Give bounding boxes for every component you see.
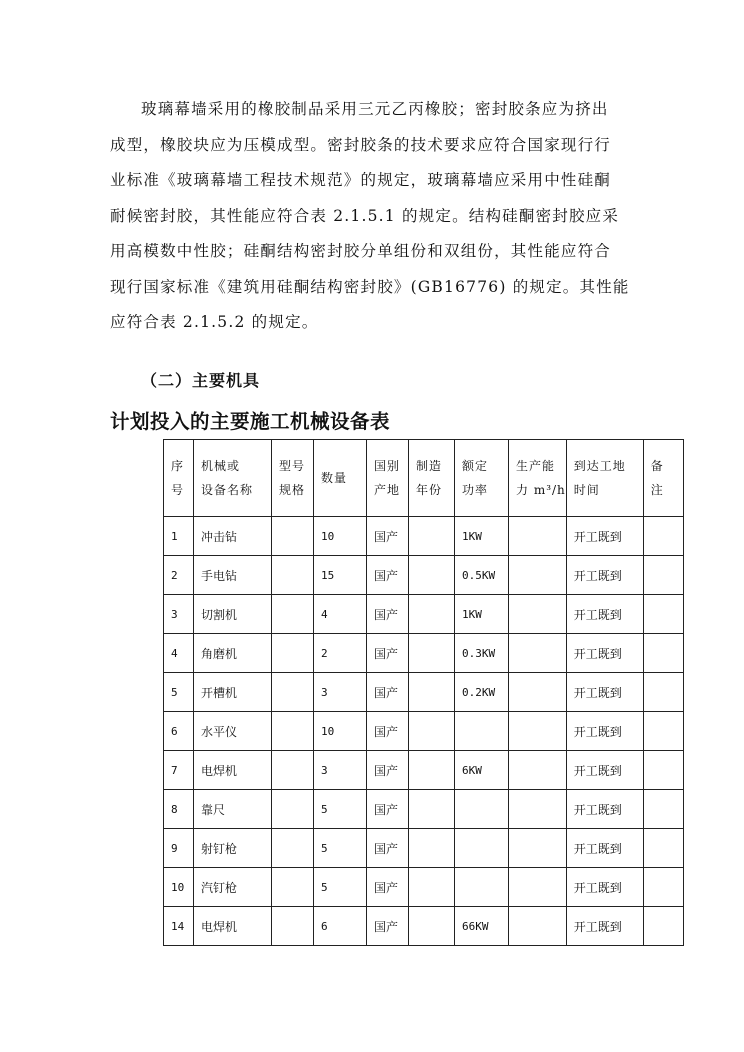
cell-note bbox=[643, 868, 683, 907]
cell-model bbox=[272, 673, 314, 712]
cell-year bbox=[409, 673, 455, 712]
cell-model bbox=[272, 595, 314, 634]
cell-year bbox=[409, 751, 455, 790]
table-body bbox=[164, 517, 684, 946]
cell-origin: 国产 bbox=[367, 517, 409, 556]
cell-model bbox=[272, 829, 314, 868]
cell-arrival: 开工既到 bbox=[566, 907, 643, 946]
cell-no: 1 bbox=[164, 517, 194, 556]
cell-qty: 10 bbox=[314, 517, 367, 556]
cell-origin: 国产 bbox=[367, 790, 409, 829]
cell-no: 3 bbox=[164, 595, 194, 634]
cell-arrival: 开工既到 bbox=[566, 829, 643, 868]
cell-origin: 国产 bbox=[367, 634, 409, 673]
cell-qty: 5 bbox=[314, 829, 367, 868]
cell-origin: 国产 bbox=[367, 829, 409, 868]
cell-no: 7 bbox=[164, 751, 194, 790]
cell-year bbox=[409, 595, 455, 634]
cell-model bbox=[272, 751, 314, 790]
cell-no: 14 bbox=[164, 907, 194, 946]
table-header bbox=[164, 440, 684, 517]
cell-arrival: 开工既到 bbox=[566, 751, 643, 790]
cell-model bbox=[272, 712, 314, 751]
cell-capacity bbox=[509, 517, 567, 556]
cell-name: 角磨机 bbox=[194, 634, 272, 673]
cell-capacity bbox=[509, 595, 567, 634]
cell-qty: 4 bbox=[314, 595, 367, 634]
cell-note bbox=[643, 634, 683, 673]
cell-model bbox=[272, 868, 314, 907]
header-year: 制造 年份 bbox=[409, 440, 455, 517]
cell-year bbox=[409, 517, 455, 556]
table-row bbox=[164, 673, 684, 712]
header-power: 额定 功率 bbox=[455, 440, 509, 517]
cell-arrival: 开工既到 bbox=[566, 517, 643, 556]
cell-power bbox=[455, 790, 509, 829]
header-row bbox=[164, 440, 684, 517]
header-origin: 国别 产地 bbox=[367, 440, 409, 517]
table-row bbox=[164, 790, 684, 829]
header-qty: 数量 bbox=[314, 440, 367, 517]
cell-name: 汽钉枪 bbox=[194, 868, 272, 907]
cell-origin: 国产 bbox=[367, 907, 409, 946]
cell-origin: 国产 bbox=[367, 595, 409, 634]
cell-power: 6KW bbox=[455, 751, 509, 790]
cell-model bbox=[272, 907, 314, 946]
cell-power bbox=[455, 868, 509, 907]
cell-year bbox=[409, 829, 455, 868]
cell-qty: 5 bbox=[314, 868, 367, 907]
table-row bbox=[164, 712, 684, 751]
cell-capacity bbox=[509, 634, 567, 673]
cell-name: 冲击钻 bbox=[194, 517, 272, 556]
cell-origin: 国产 bbox=[367, 868, 409, 907]
cell-no: 9 bbox=[164, 829, 194, 868]
cell-capacity bbox=[509, 829, 567, 868]
paragraph-line: 用高模数中性胶；硅酮结构密封胶分单组份和双组份，其性能应符合 bbox=[110, 242, 612, 260]
cell-qty: 2 bbox=[314, 634, 367, 673]
cell-arrival: 开工既到 bbox=[566, 712, 643, 751]
cell-model bbox=[272, 634, 314, 673]
table-row bbox=[164, 595, 684, 634]
cell-power: 0.3KW bbox=[455, 634, 509, 673]
cell-year bbox=[409, 907, 455, 946]
cell-capacity bbox=[509, 907, 567, 946]
header-model: 型号 规格 bbox=[272, 440, 314, 517]
cell-capacity bbox=[509, 751, 567, 790]
table-row bbox=[164, 517, 684, 556]
table-row bbox=[164, 829, 684, 868]
cell-no: 8 bbox=[164, 790, 194, 829]
cell-power: 66KW bbox=[455, 907, 509, 946]
table-row bbox=[164, 556, 684, 595]
header-no: 序 号 bbox=[164, 440, 194, 517]
cell-name: 切割机 bbox=[194, 595, 272, 634]
equipment-table bbox=[163, 439, 684, 946]
cell-name: 靠尺 bbox=[194, 790, 272, 829]
cell-capacity bbox=[509, 673, 567, 712]
cell-arrival: 开工既到 bbox=[566, 556, 643, 595]
cell-model bbox=[272, 556, 314, 595]
cell-arrival: 开工既到 bbox=[566, 673, 643, 712]
cell-power bbox=[455, 829, 509, 868]
cell-origin: 国产 bbox=[367, 556, 409, 595]
cell-qty: 3 bbox=[314, 751, 367, 790]
paragraph-line: 业标准《玻璃幕墙工程技术规范》的规定，玻璃幕墙应采用中性硅酮 bbox=[110, 171, 612, 189]
cell-origin: 国产 bbox=[367, 673, 409, 712]
cell-power bbox=[455, 712, 509, 751]
cell-no: 10 bbox=[164, 868, 194, 907]
cell-name: 开槽机 bbox=[194, 673, 272, 712]
cell-capacity bbox=[509, 868, 567, 907]
cell-name: 手电钻 bbox=[194, 556, 272, 595]
table-row bbox=[164, 907, 684, 946]
cell-no: 5 bbox=[164, 673, 194, 712]
cell-power: 1KW bbox=[455, 517, 509, 556]
cell-arrival: 开工既到 bbox=[566, 868, 643, 907]
cell-no: 2 bbox=[164, 556, 194, 595]
table-title: 计划投入的主要施工机械设备表 bbox=[110, 410, 391, 433]
cell-origin: 国产 bbox=[367, 712, 409, 751]
cell-power: 1KW bbox=[455, 595, 509, 634]
cell-name: 水平仪 bbox=[194, 712, 272, 751]
cell-qty: 10 bbox=[314, 712, 367, 751]
cell-year bbox=[409, 634, 455, 673]
cell-note bbox=[643, 790, 683, 829]
cell-arrival: 开工既到 bbox=[566, 790, 643, 829]
header-arrival: 到达工地 时间 bbox=[566, 440, 643, 517]
cell-year bbox=[409, 868, 455, 907]
header-capacity: 生产能 力 m³/h bbox=[509, 440, 567, 517]
header-name: 机械或 设备名称 bbox=[194, 440, 272, 517]
cell-power: 0.2KW bbox=[455, 673, 509, 712]
table-row bbox=[164, 751, 684, 790]
cell-note bbox=[643, 673, 683, 712]
header-note: 备 注 bbox=[643, 440, 683, 517]
cell-note bbox=[643, 595, 683, 634]
cell-note bbox=[643, 751, 683, 790]
paragraph-line: 现行国家标准《建筑用硅酮结构密封胶》(GB16776) 的规定。其性能 bbox=[110, 277, 630, 296]
cell-no: 4 bbox=[164, 634, 194, 673]
cell-note bbox=[643, 829, 683, 868]
cell-note bbox=[643, 907, 683, 946]
cell-origin: 国产 bbox=[367, 751, 409, 790]
cell-year bbox=[409, 556, 455, 595]
cell-note bbox=[643, 517, 683, 556]
body-paragraph bbox=[110, 92, 640, 341]
cell-note bbox=[643, 712, 683, 751]
cell-qty: 6 bbox=[314, 907, 367, 946]
cell-arrival: 开工既到 bbox=[566, 595, 643, 634]
cell-capacity bbox=[509, 712, 567, 751]
section-heading: （二）主要机具 bbox=[141, 371, 261, 390]
cell-capacity bbox=[509, 790, 567, 829]
cell-name: 电焊机 bbox=[194, 751, 272, 790]
cell-note bbox=[643, 556, 683, 595]
cell-capacity bbox=[509, 556, 567, 595]
cell-qty: 3 bbox=[314, 673, 367, 712]
cell-name: 电焊机 bbox=[194, 907, 272, 946]
paragraph-line: 玻璃幕墙采用的橡胶制品采用三元乙丙橡胶；密封胶条应为挤出 bbox=[141, 100, 609, 118]
cell-model bbox=[272, 517, 314, 556]
paragraph-line: 耐候密封胶，其性能应符合表 2.1.5.1 的规定。结构硅酮密封胶应采 bbox=[110, 206, 620, 225]
paragraph-line: 应符合表 2.1.5.2 的规定。 bbox=[110, 313, 319, 331]
cell-qty: 15 bbox=[314, 556, 367, 595]
table-row bbox=[164, 868, 684, 907]
cell-arrival: 开工既到 bbox=[566, 634, 643, 673]
cell-qty: 5 bbox=[314, 790, 367, 829]
table-row bbox=[164, 634, 684, 673]
cell-year bbox=[409, 712, 455, 751]
cell-no: 6 bbox=[164, 712, 194, 751]
paragraph-line: 成型，橡胶块应为压模成型。密封胶条的技术要求应符合国家现行行 bbox=[110, 135, 612, 154]
cell-model bbox=[272, 790, 314, 829]
cell-power: 0.5KW bbox=[455, 556, 509, 595]
cell-name: 射钉枪 bbox=[194, 829, 272, 868]
cell-year bbox=[409, 790, 455, 829]
